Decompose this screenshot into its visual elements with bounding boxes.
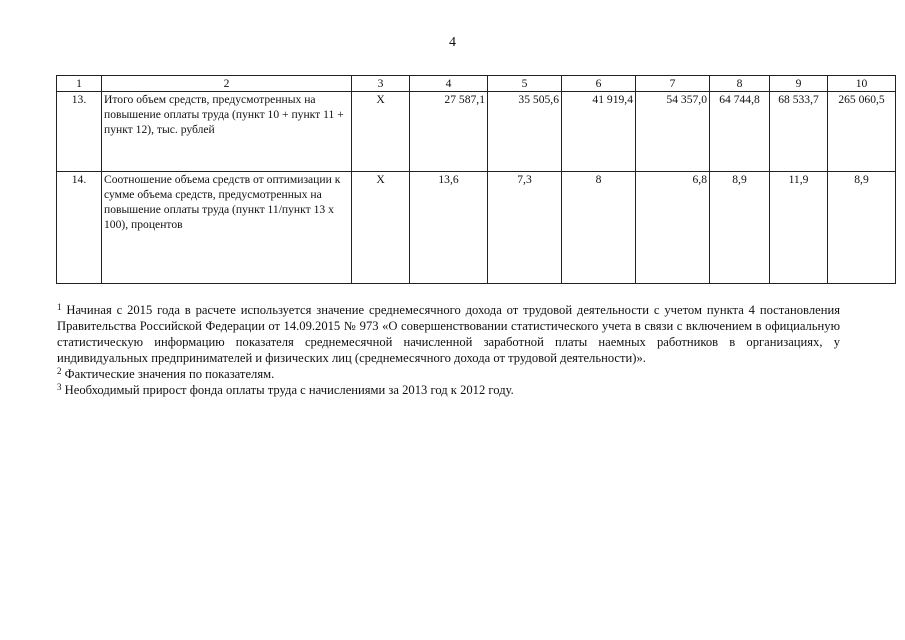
footnote-text: Необходимый прирост фонда оплаты труда с начислениями за 2013 год к 2012 году. (64, 383, 514, 397)
row-label: Соотношение объема средств от оптимизации к сумме объема средств, предусмотренных на повышение оплаты труда (пункт 11/пункт 13 x 100), процентов (102, 172, 352, 284)
row-col3-value: X (352, 172, 410, 284)
row-value: 64 744,8 (710, 92, 770, 172)
footnote-text: Фактические значения по показателям. (64, 367, 275, 381)
row-value: 41 919,4 (562, 92, 636, 172)
row-value: 8,9 (828, 172, 896, 284)
footnote (57, 366, 840, 382)
footnote-mark: 3 (57, 382, 62, 392)
row-value: 6,8 (636, 172, 710, 284)
row-value: 265 060,5 (828, 92, 896, 172)
column-number: 7 (636, 76, 710, 92)
column-number: 1 (57, 76, 102, 92)
footnote (57, 382, 840, 398)
footnote (57, 302, 840, 366)
footnote-mark: 2 (57, 366, 62, 376)
indicator-table (56, 75, 896, 284)
column-number: 6 (562, 76, 636, 92)
footnote-mark: 1 (57, 302, 62, 312)
footnotes (57, 302, 840, 398)
row-value: 7,3 (488, 172, 562, 284)
table-row (57, 92, 896, 172)
column-number: 9 (770, 76, 828, 92)
row-index: 13. (57, 92, 102, 172)
footnote-text: Начиная с 2015 года в расчете используется значение среднемесячного дохода от трудовой деятельности с учетом пункта 4 постановления Правительства Российской Федерации от 14.09.2015 № 973 «О совершенствовании статистического учета в связи с включением в официальную статистическую информацию показателя среднемесячной начисленной заработной платы наемных работников в организациях, у индивидуальных предпринимателей и физических лиц (среднемесячного дохода от трудовой деятельности)». (57, 303, 840, 365)
row-value: 8 (562, 172, 636, 284)
row-col3-value: X (352, 92, 410, 172)
row-value: 35 505,6 (488, 92, 562, 172)
row-value: 13,6 (410, 172, 488, 284)
column-number: 5 (488, 76, 562, 92)
page-number: 4 (449, 35, 456, 50)
row-value: 68 533,7 (770, 92, 828, 172)
column-number: 4 (410, 76, 488, 92)
column-number: 8 (710, 76, 770, 92)
table-header-row (57, 76, 896, 92)
table-row (57, 172, 896, 284)
row-label: Итого объем средств, предусмотренных на повышение оплаты труда (пункт 10 + пункт 11 + пункт 12), тыс. рублей (102, 92, 352, 172)
column-number: 2 (102, 76, 352, 92)
column-number: 3 (352, 76, 410, 92)
row-value: 8,9 (710, 172, 770, 284)
row-value: 27 587,1 (410, 92, 488, 172)
row-value: 54 357,0 (636, 92, 710, 172)
row-value: 11,9 (770, 172, 828, 284)
column-number: 10 (828, 76, 896, 92)
row-index: 14. (57, 172, 102, 284)
